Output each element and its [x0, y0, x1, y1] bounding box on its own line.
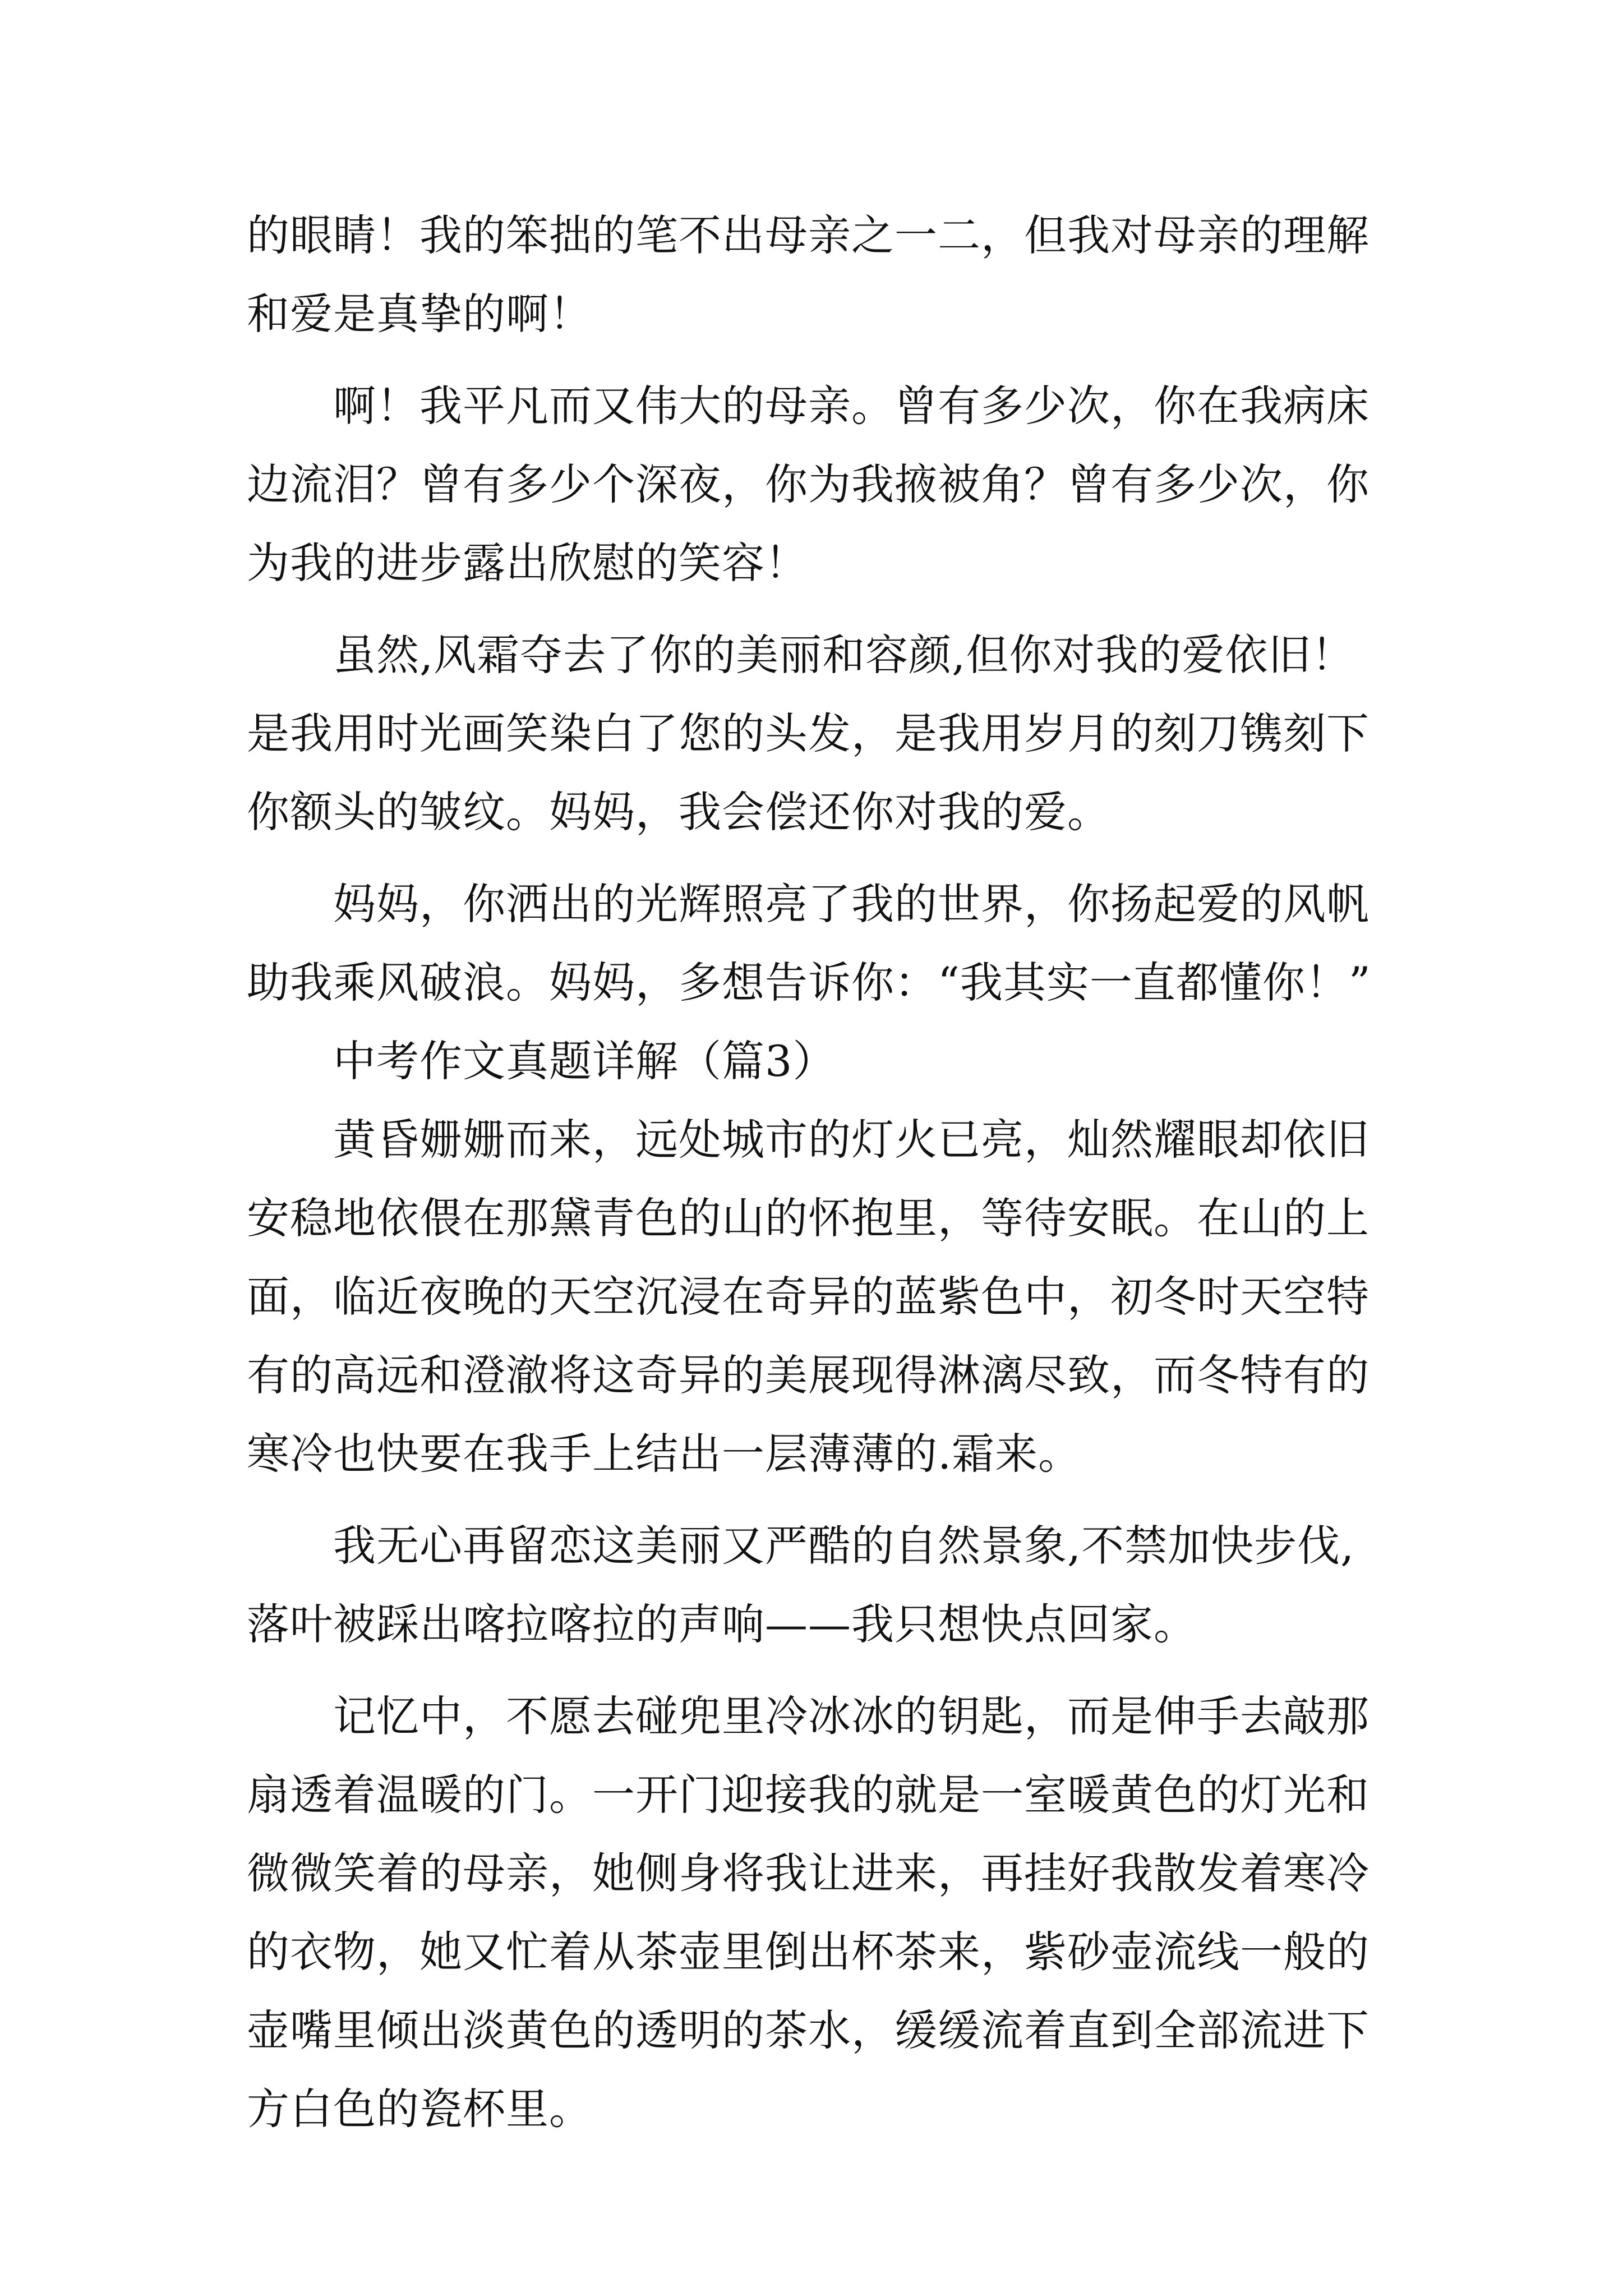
text-line: 安稳地依偎在那黛青色的山的怀抱里，等待安眠。在山的上	[247, 1193, 1370, 1243]
section-heading: 中考作文真题详解（篇3）	[247, 1036, 836, 1086]
text-line: 助我乘风破浪。妈妈，多想告诉你：“我其实一直都懂你！”	[247, 958, 1371, 1007]
text-line: 妈妈，你洒出的光辉照亮了我的世界，你扬起爱的风帆	[247, 879, 1370, 929]
text-line: 方白色的瓷杯里。	[247, 2084, 592, 2134]
text-line: 的衣物，她又忙着从茶壶里倒出杯茶来，紫砂壶流线一般的	[247, 1927, 1370, 1977]
text-line: 面，临近夜晚的天空沉浸在奇异的蓝紫色中，初冬时天空特	[247, 1272, 1370, 1322]
text-line: 啊！我平凡而又伟大的母亲。曾有多少次，你在我病床	[247, 381, 1370, 431]
text-line: 虽然,风霜夺去了你的美丽和容颜,但你对我的爱依旧！	[247, 630, 1355, 680]
text-line: 黄昏姗姗而来，远处城市的灯火已亮，灿然耀眼却依旧	[247, 1115, 1370, 1165]
text-line: 壶嘴里倾出淡黄色的透明的茶水，缓缓流着直到全部流进下	[247, 2005, 1370, 2055]
text-line: 的眼睛！我的笨拙的笔不出母亲之一二，但我对母亲的理解	[247, 210, 1370, 260]
text-line: 寒冷也快要在我手上结出一层薄薄的.霜来。	[247, 1429, 1082, 1479]
text-line: 落叶被踩出喀拉喀拉的声响——我只想快点回家。	[247, 1599, 1197, 1649]
text-line: 为我的进步露出欣慰的笑容！	[247, 538, 808, 588]
text-line: 微微笑着的母亲，她侧身将我让进来，再挂好我散发着寒冷	[247, 1848, 1370, 1898]
text-line: 扇透着温暖的门。一开门迎接我的就是一室暖黄色的灯光和	[247, 1770, 1370, 1820]
document-body	[247, 196, 1380, 2148]
text-line: 你额头的皱纹。妈妈，我会偿还你对我的爱。	[247, 787, 1110, 837]
text-line: 有的高远和澄澈将这奇异的美展现得淋漓尽致，而冬特有的	[247, 1350, 1370, 1400]
text-line: 和爱是真挚的啊！	[247, 289, 592, 339]
text-line: 是我用时光画笑染白了您的头发，是我用岁月的刻刀镌刻下	[247, 708, 1370, 758]
text-line: 记忆中，不愿去碰兜里冷冰冰的钥匙，而是伸手去敲那	[247, 1691, 1370, 1741]
text-line: 边流泪？曾有多少个深夜，你为我掖被角？曾有多少次，你	[247, 459, 1370, 509]
text-line: 我无心再留恋这美丽又严酷的自然景象,不禁加快步伐,	[247, 1521, 1355, 1571]
